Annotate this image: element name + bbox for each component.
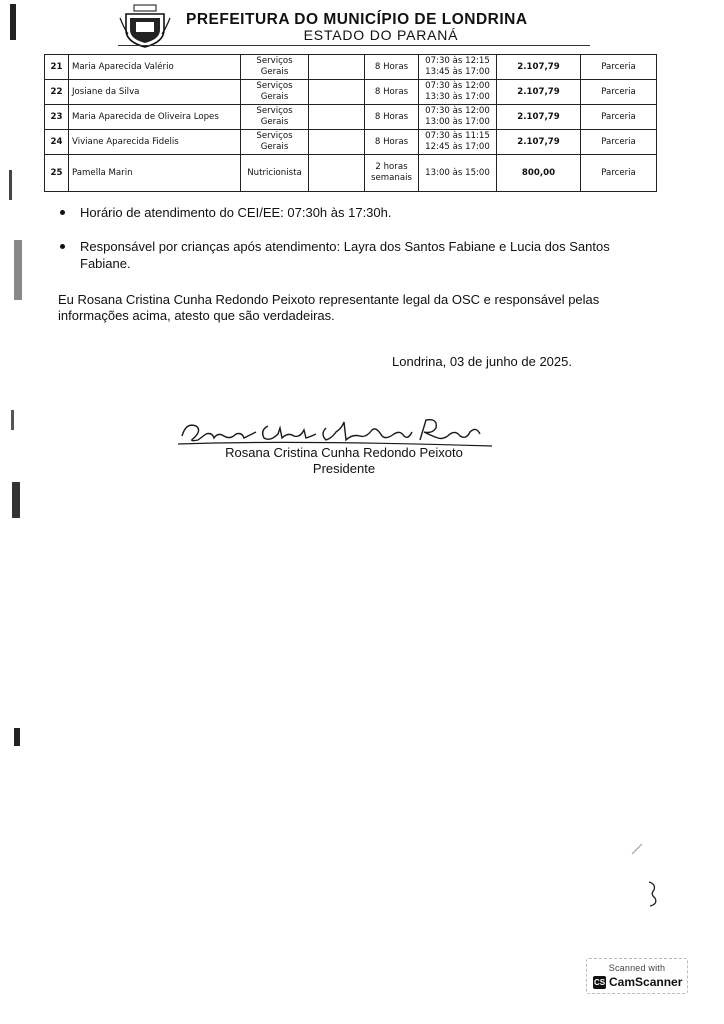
list-item [58, 204, 618, 221]
date-line: Londrina, 03 de junho de 2025. [392, 354, 572, 369]
employee-name: Maria Aparecida Valério [69, 55, 241, 80]
scan-edge-artifacts [6, 0, 30, 1024]
camscanner-logo-icon: CS [593, 978, 606, 987]
work-hours: 8 Horas [365, 80, 419, 105]
employment-link: Parceria [581, 105, 657, 130]
employee-role: Serviços Gerais [241, 55, 309, 80]
attestation-paragraph: Eu Rosana Cristina Cunha Redondo Peixoto representante legal da OSC e responsável pelas informações acima, atesto que são verdadeiras. [58, 292, 600, 323]
work-schedule: 13:00 às 15:00 [419, 155, 497, 192]
table-row [45, 80, 657, 105]
signatory-role: Presidente [312, 461, 376, 476]
salary: 2.107,79 [497, 130, 581, 155]
header-divider [118, 45, 590, 46]
camscanner-watermark [586, 958, 688, 994]
notes-list [58, 204, 618, 289]
row-number: 24 [45, 130, 69, 155]
work-schedule: 07:30 às 11:15 12:45 às 17:00 [419, 130, 497, 155]
list-item [58, 238, 618, 272]
work-schedule: 07:30 às 12:15 13:45 às 17:00 [419, 55, 497, 80]
header-title: PREFEITURA DO MUNICÍPIO DE LONDRINA [186, 11, 528, 28]
table-row [45, 105, 657, 130]
municipal-coat-of-arms-icon [118, 4, 172, 48]
responsible-persons-note: Responsável por crianças após atendimento: Layra dos Santos Fabiane e Lucia dos Santos Fabiane. [80, 239, 610, 271]
employment-link: Parceria [581, 130, 657, 155]
blank-cell [309, 80, 365, 105]
blank-cell [309, 55, 365, 80]
employee-name: Maria Aparecida de Oliveira Lopes [69, 105, 241, 130]
stray-pen-mark [630, 842, 644, 856]
salary: 800,00 [497, 155, 581, 192]
bullet-dot-icon [60, 210, 65, 215]
employee-name: Josiane da Silva [69, 80, 241, 105]
employee-role: Serviços Gerais [241, 130, 309, 155]
bullet-dot-icon [60, 244, 65, 249]
opening-hours-note: Horário de atendimento do CEI/EE: 07:30h às 17:30h. [80, 205, 392, 220]
employment-link: Parceria [581, 55, 657, 80]
row-number: 25 [45, 155, 69, 192]
row-number: 21 [45, 55, 69, 80]
table-row [45, 155, 657, 192]
employee-role: Serviços Gerais [241, 105, 309, 130]
work-hours: 8 Horas [365, 105, 419, 130]
employment-link: Parceria [581, 80, 657, 105]
row-number: 22 [45, 80, 69, 105]
work-hours: 8 Horas [365, 130, 419, 155]
handwritten-mark [646, 878, 660, 908]
staff-table [44, 54, 657, 192]
blank-cell [309, 155, 365, 192]
employee-role: Nutricionista [241, 155, 309, 192]
header-subtitle: ESTADO DO PARANÁ [303, 27, 459, 43]
salary: 2.107,79 [497, 55, 581, 80]
blank-cell [309, 105, 365, 130]
salary: 2.107,79 [497, 80, 581, 105]
work-schedule: 07:30 às 12:00 13:00 às 17:00 [419, 105, 497, 130]
table-row [45, 55, 657, 80]
salary: 2.107,79 [497, 105, 581, 130]
work-hours: 8 Horas [365, 55, 419, 80]
work-hours: 2 horas semanais [365, 155, 419, 192]
blank-cell [309, 130, 365, 155]
employee-name: Pamella Marin [69, 155, 241, 192]
work-schedule: 07:30 às 12:00 13:30 às 17:00 [419, 80, 497, 105]
watermark-brand: CamScanner [609, 975, 683, 989]
employee-name: Viviane Aparecida Fidelis [69, 130, 241, 155]
employee-role: Serviços Gerais [241, 80, 309, 105]
watermark-caption: Scanned with [608, 963, 666, 973]
row-number: 23 [45, 105, 69, 130]
table-row [45, 130, 657, 155]
signatory-name: Rosana Cristina Cunha Redondo Peixoto [225, 445, 463, 460]
employment-link: Parceria [581, 155, 657, 192]
